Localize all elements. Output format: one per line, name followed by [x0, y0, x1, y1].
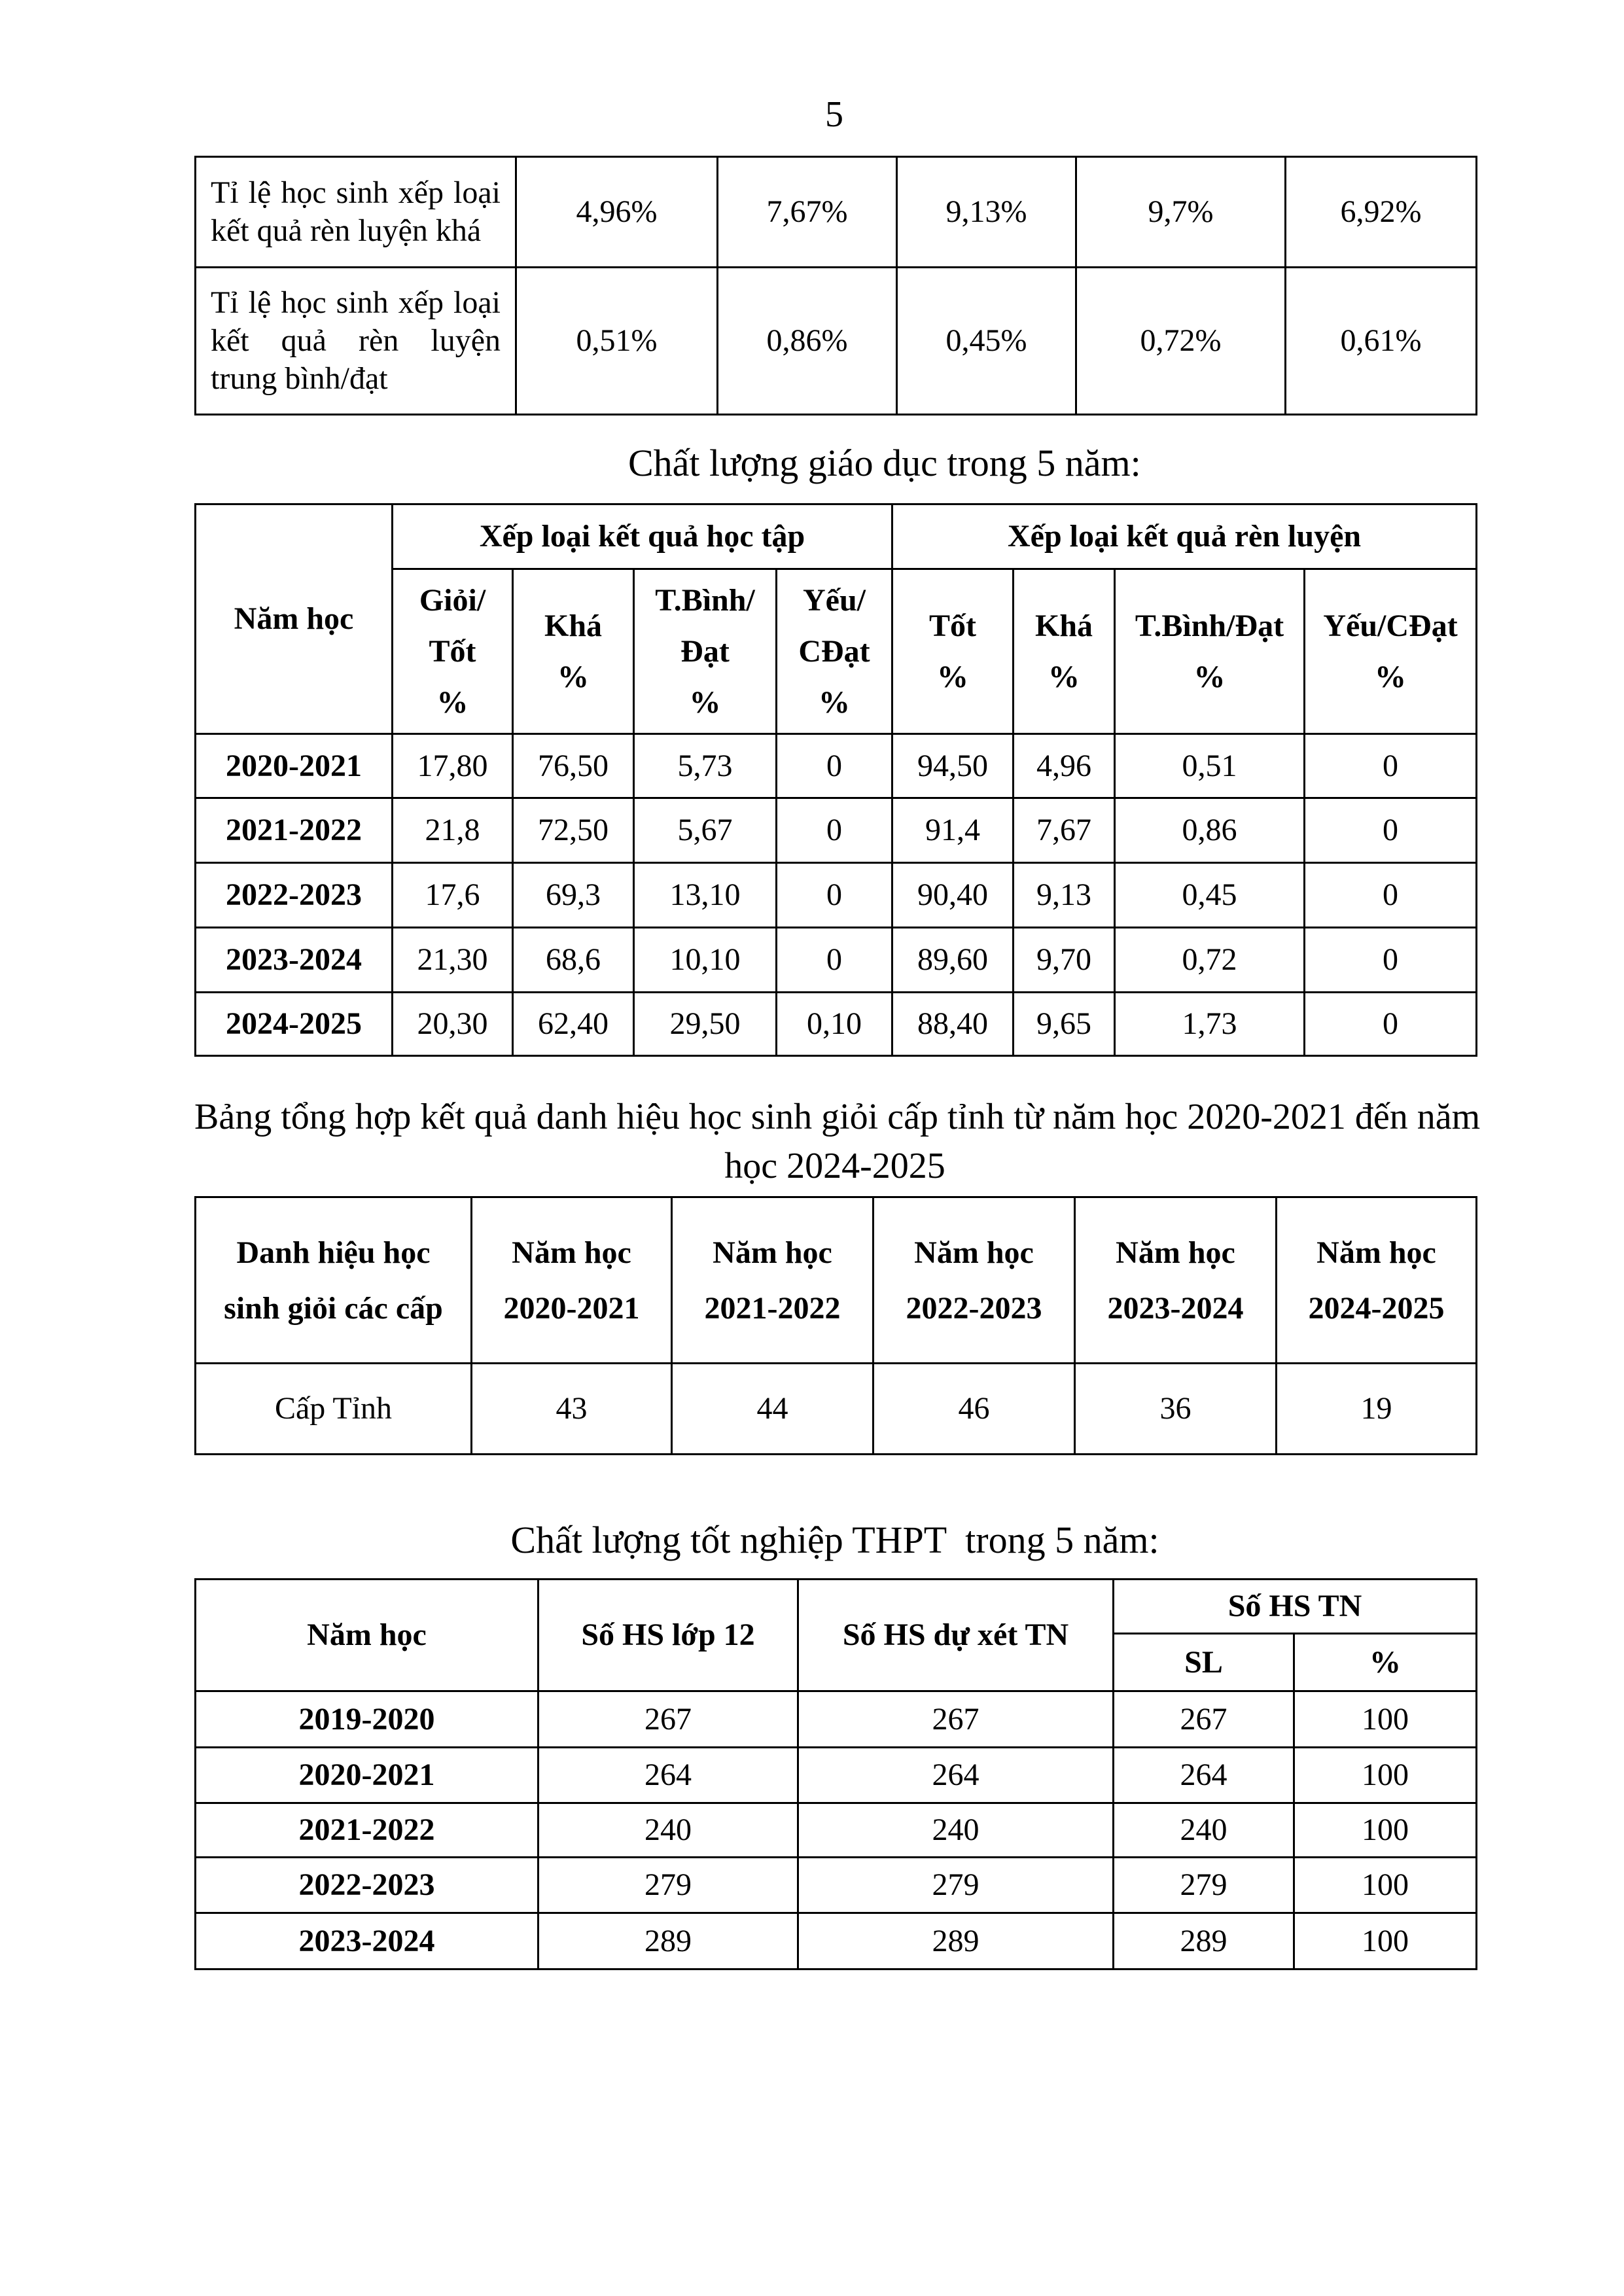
table-cell: 4,96 [1014, 734, 1115, 798]
table-cell: 240 [538, 1803, 798, 1858]
table-cell: 289 [538, 1913, 798, 1969]
table-cell: 21,8 [393, 798, 513, 863]
header-line: Khá [1035, 608, 1093, 643]
header-line: Danh hiệu học [236, 1235, 431, 1270]
graduation-table [194, 1578, 1477, 1970]
table-cell: 0 [1305, 928, 1477, 993]
table-cell: 267 [538, 1691, 798, 1748]
table-cell: 0,51 [1115, 734, 1305, 798]
table-cell: 36 [1075, 1364, 1277, 1455]
header-line: T.Bình/ [655, 582, 755, 618]
label-line: Tỉ lệ học sinh xếp loại [211, 175, 501, 210]
table-cell: 0 [1305, 863, 1477, 928]
row-label [196, 268, 516, 415]
year-cell: 2021-2022 [196, 798, 393, 863]
year-cell: 2022-2023 [196, 863, 393, 928]
header-line: 2022-2023 [906, 1290, 1042, 1326]
table-cell: 10,10 [634, 928, 777, 993]
header-cell [634, 569, 777, 734]
table-cell: 5,73 [634, 734, 777, 798]
header-line: % [689, 684, 721, 720]
table-header-row [196, 1580, 1477, 1634]
provincial-awards-table [194, 1196, 1477, 1455]
table-row [196, 798, 1477, 863]
table-cell: 5,67 [634, 798, 777, 863]
header-cell [777, 569, 892, 734]
year-header: Năm học [196, 504, 393, 734]
header-cell [1277, 1197, 1477, 1364]
header-line: Yếu/ [803, 582, 866, 618]
table-cell: 19 [1277, 1364, 1477, 1455]
table-cell: 17,6 [393, 863, 513, 928]
table-header-row [196, 504, 1477, 569]
header-line: T.Bình/Đạt [1135, 608, 1284, 643]
year-cell: 2020-2021 [196, 1748, 538, 1803]
table-cell: 0,45 [1115, 863, 1305, 928]
header-cell [874, 1197, 1075, 1364]
table-cell: 0 [777, 863, 892, 928]
table-cell: 1,73 [1115, 993, 1305, 1056]
table-cell: 289 [1114, 1913, 1294, 1969]
table-cell: 7,67 [1014, 798, 1115, 863]
year-cell: 2020-2021 [196, 734, 393, 798]
header-line: Khá [544, 608, 603, 643]
table-cell: 240 [1114, 1803, 1294, 1858]
year-cell: 2023-2024 [196, 928, 393, 993]
education-quality-table [194, 503, 1477, 1057]
year-cell: 2019-2020 [196, 1691, 538, 1748]
table-cell: 289 [798, 1913, 1114, 1969]
year-cell: 2021-2022 [196, 1803, 538, 1858]
table-cell: 68,6 [513, 928, 634, 993]
table-cell: 0 [777, 734, 892, 798]
header-cell [393, 569, 513, 734]
header-line: Năm học [1316, 1235, 1436, 1270]
table-cell: 94,50 [892, 734, 1014, 798]
table-row [196, 734, 1477, 798]
year-cell: 2022-2023 [196, 1858, 538, 1913]
row-label [196, 157, 516, 268]
table-cell: 13,10 [634, 863, 777, 928]
header-line: Năm học [914, 1235, 1034, 1270]
table-cell: 0,45% [897, 268, 1076, 415]
table-row [196, 863, 1477, 928]
header-cell [196, 1197, 472, 1364]
table-row [196, 928, 1477, 993]
table-row [196, 1858, 1477, 1913]
caption-line: học 2024-2025 [724, 1146, 945, 1186]
header-line: % [1193, 659, 1226, 694]
table-cell: 0,72% [1076, 268, 1286, 415]
graduation-caption: Chất lượng tốt nghiệp THPT trong 5 năm: [510, 1519, 1159, 1561]
education-quality-caption: Chất lượng giáo dục trong 5 năm: [628, 442, 1141, 484]
table-row [196, 268, 1477, 415]
header-line: % [1048, 659, 1080, 694]
table-cell: 7,67% [718, 157, 897, 268]
header-line: Đạt [680, 633, 730, 669]
table-cell: 4,96% [516, 157, 718, 268]
label-line: trung bình/đạt [211, 361, 388, 396]
table-cell: 0,51% [516, 268, 718, 415]
header-line: Năm học [512, 1235, 631, 1270]
table-cell: 264 [538, 1748, 798, 1803]
table-cell: 9,65 [1014, 993, 1115, 1056]
header-cell [1305, 569, 1477, 734]
table-row [196, 993, 1477, 1056]
table-row [196, 157, 1477, 268]
conduct-group-header: Xếp loại kết quả rèn luyện [892, 504, 1477, 569]
header-cell [892, 569, 1014, 734]
percent-header: % [1294, 1634, 1477, 1691]
table-row [196, 1691, 1477, 1748]
header-line: Tốt [929, 608, 977, 643]
table-cell: 20,30 [393, 993, 513, 1056]
table-cell: 279 [538, 1858, 798, 1913]
table-cell: 100 [1294, 1913, 1477, 1969]
table-cell: 279 [798, 1858, 1114, 1913]
table-cell: 264 [798, 1748, 1114, 1803]
header-cell [1075, 1197, 1277, 1364]
year-cell: 2024-2025 [196, 993, 393, 1056]
provincial-awards-caption [194, 1093, 1481, 1191]
label-line: kết quả rèn luyện khá [211, 213, 482, 248]
header-line: Yếu/CĐạt [1323, 608, 1458, 643]
header-cell [513, 569, 634, 734]
table-cell: 100 [1294, 1803, 1477, 1858]
table-cell: 76,50 [513, 734, 634, 798]
table-cell: 267 [1114, 1691, 1294, 1748]
header-line: CĐạt [798, 633, 870, 669]
table-row [196, 1748, 1477, 1803]
table-row [196, 1913, 1477, 1969]
conduct-rate-table [194, 156, 1477, 415]
academic-group-header: Xếp loại kết quả học tập [393, 504, 892, 569]
header-line: 2020-2021 [503, 1290, 640, 1326]
table-cell: 43 [472, 1364, 672, 1455]
table-cell: 100 [1294, 1748, 1477, 1803]
table-cell: 46 [874, 1364, 1075, 1455]
table-row [196, 1364, 1477, 1455]
table-cell: 17,80 [393, 734, 513, 798]
table-cell: 264 [1114, 1748, 1294, 1803]
header-line: % [557, 659, 589, 694]
table-cell: 0,86% [718, 268, 897, 415]
table-cell: 0,86 [1115, 798, 1305, 863]
table-cell: 0,61% [1286, 268, 1477, 415]
row-label: Cấp Tỉnh [196, 1364, 472, 1455]
header-line: Tốt [429, 633, 476, 669]
table-cell: 29,50 [634, 993, 777, 1056]
table-cell: 89,60 [892, 928, 1014, 993]
table-cell: 62,40 [513, 993, 634, 1056]
header-line: % [937, 659, 969, 694]
header-line: Năm học [713, 1235, 832, 1270]
table-cell: 100 [1294, 1691, 1477, 1748]
table-row [196, 1803, 1477, 1858]
count-header: SL [1114, 1634, 1294, 1691]
header-line: % [436, 684, 468, 720]
table-cell: 0 [1305, 993, 1477, 1056]
header-line: % [819, 684, 850, 720]
header-line: 2024-2025 [1308, 1290, 1445, 1326]
header-cell [672, 1197, 874, 1364]
table-cell: 21,30 [393, 928, 513, 993]
table-cell: 9,70 [1014, 928, 1115, 993]
header-line: 2021-2022 [704, 1290, 841, 1326]
table-cell: 72,50 [513, 798, 634, 863]
header-line: Giỏi/ [419, 582, 486, 618]
table-cell: 69,3 [513, 863, 634, 928]
table-cell: 90,40 [892, 863, 1014, 928]
caption-line: Bảng tổng hợp kết quả danh hiệu học sinh giỏi cấp tỉnh từ năm học 2020-2021 đến năm [194, 1097, 1481, 1137]
header-cell [472, 1197, 672, 1364]
header-line: sinh giỏi các cấp [224, 1290, 443, 1326]
table-cell: 9,13% [897, 157, 1076, 268]
table-cell: 0 [777, 798, 892, 863]
eligible-header: Số HS dự xét TN [798, 1580, 1114, 1691]
table-cell: 44 [672, 1364, 874, 1455]
header-cell [1014, 569, 1115, 734]
header-line: 2023-2024 [1107, 1290, 1244, 1326]
table-cell: 0 [1305, 734, 1477, 798]
table-cell: 91,4 [892, 798, 1014, 863]
table-cell: 0 [777, 928, 892, 993]
table-cell: 0,10 [777, 993, 892, 1056]
table-cell: 240 [798, 1803, 1114, 1858]
grade12-header: Số HS lớp 12 [538, 1580, 798, 1691]
header-line: % [1375, 659, 1407, 694]
table-cell: 9,7% [1076, 157, 1286, 268]
header-line: Năm học [1116, 1235, 1235, 1270]
label-line: kết quả rèn luyện [211, 323, 501, 358]
table-cell: 9,13 [1014, 863, 1115, 928]
label-line: Tỉ lệ học sinh xếp loại [211, 285, 501, 320]
table-cell: 0,72 [1115, 928, 1305, 993]
year-header: Năm học [196, 1580, 538, 1691]
page-number: 5 [825, 94, 843, 135]
graduated-header: Số HS TN [1114, 1580, 1477, 1634]
table-header-row [196, 1197, 1477, 1364]
table-cell: 267 [798, 1691, 1114, 1748]
table-cell: 100 [1294, 1858, 1477, 1913]
table-cell: 6,92% [1286, 157, 1477, 268]
year-cell: 2023-2024 [196, 1913, 538, 1969]
table-cell: 279 [1114, 1858, 1294, 1913]
table-cell: 0 [1305, 798, 1477, 863]
table-cell: 88,40 [892, 993, 1014, 1056]
header-cell [1115, 569, 1305, 734]
